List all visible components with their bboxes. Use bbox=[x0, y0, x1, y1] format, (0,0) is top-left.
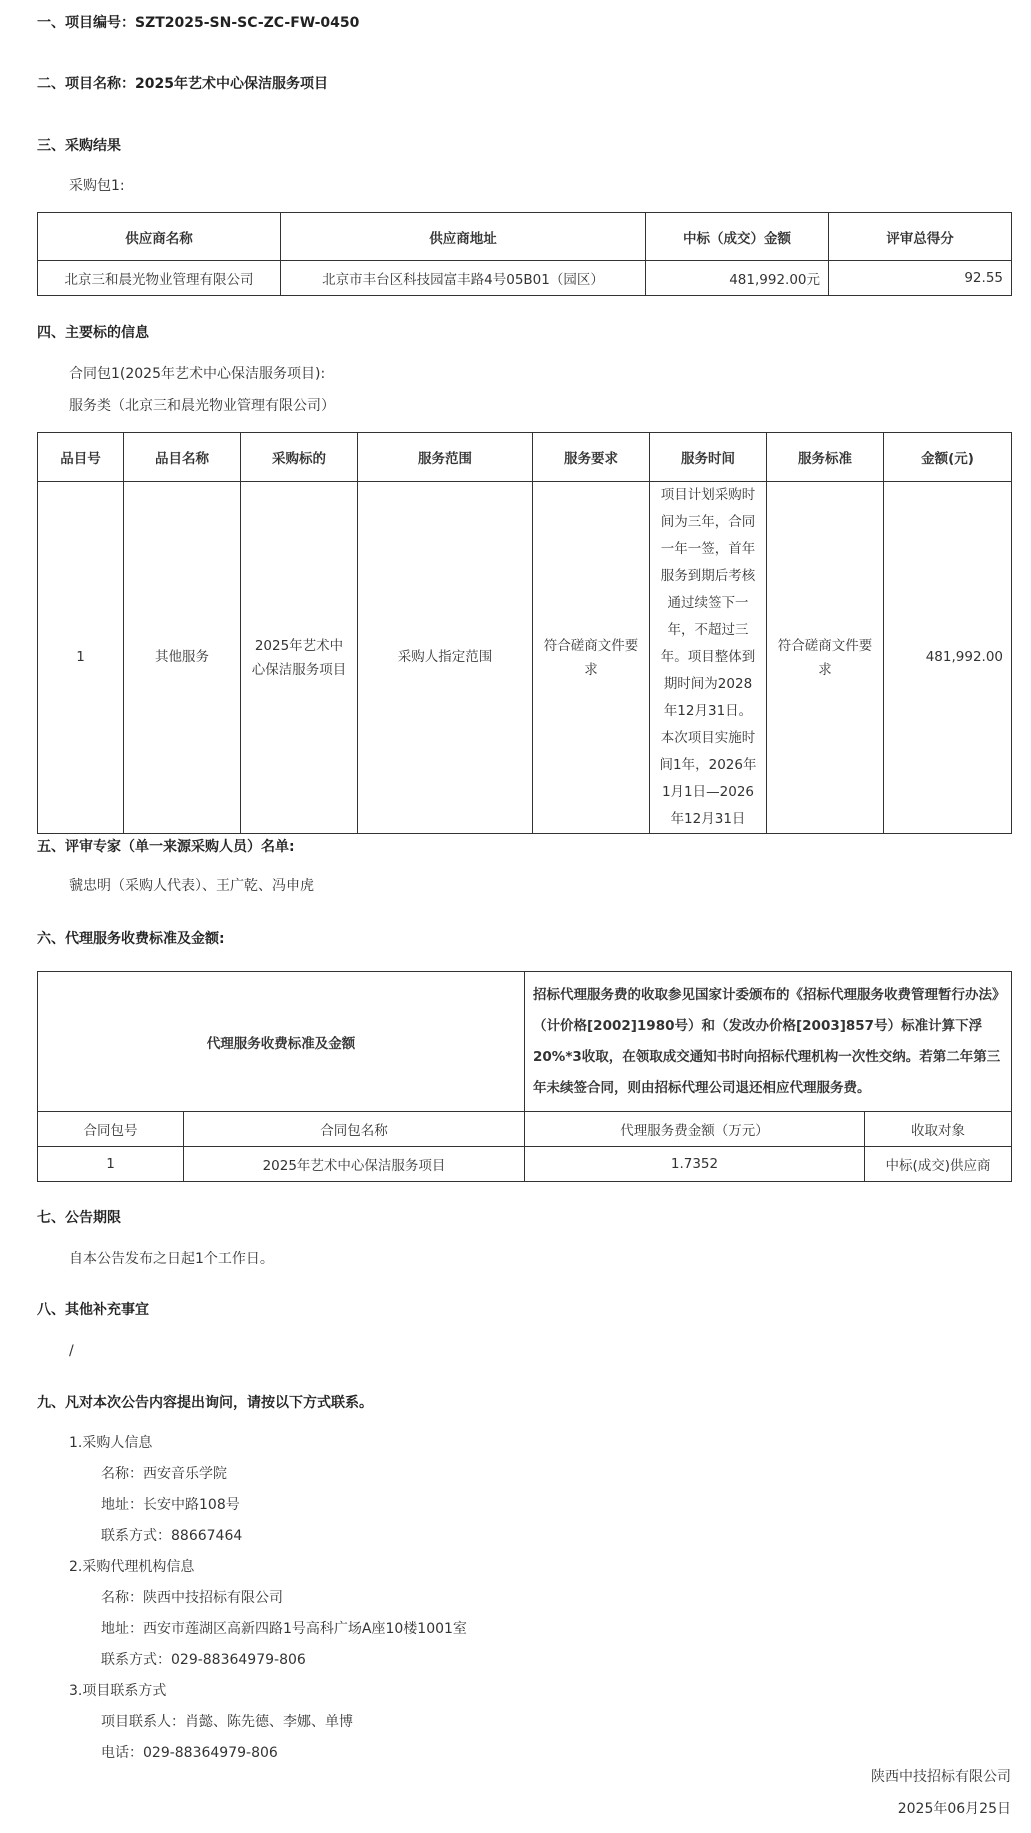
header-scope: 服务范围 bbox=[358, 433, 533, 482]
table-header-row bbox=[38, 433, 1012, 482]
procurement-package-label: 采购包1: bbox=[69, 178, 125, 194]
supplier-address: 北京市丰台区科技园富丰路4号05B01（园区） bbox=[281, 261, 646, 296]
notice-period-text: 自本公告发布之日起1个工作日。 bbox=[69, 1251, 274, 1267]
section-8-title: 八、其他补充事宜 bbox=[37, 1302, 149, 1318]
item-time: 项目计划采购时间为三年，合同一年一签，首年服务到期后考核通过续签下一年，不超过三年。项目整体到期时间为2028年12月31日。本次项目实施时间1年，2026年1月1日—2026年12月31日 bbox=[650, 482, 767, 834]
section-3-title: 三、采购结果 bbox=[37, 138, 121, 154]
header-subject: 采购标的 bbox=[241, 433, 358, 482]
item-name: 其他服务 bbox=[124, 482, 241, 834]
agency-contact: 联系方式：029-88364979-806 bbox=[101, 1652, 306, 1668]
footer-organization: 陕西中技招标有限公司 bbox=[871, 1769, 1011, 1785]
header-amount: 金额(元) bbox=[884, 433, 1012, 482]
header-payer: 收取对象 bbox=[865, 1112, 1012, 1147]
supplier-name: 北京三和晨光物业管理有限公司 bbox=[38, 261, 281, 296]
header-time: 服务时间 bbox=[650, 433, 767, 482]
item-standard: 符合磋商文件要求 bbox=[767, 482, 884, 834]
contract-name: 2025年艺术中心保洁服务项目 bbox=[184, 1147, 525, 1182]
buyer-name: 名称：西安音乐学院 bbox=[101, 1466, 227, 1482]
project-name-value: 2025年艺术中心保洁服务项目 bbox=[135, 76, 328, 92]
section-7-title: 七、公告期限 bbox=[37, 1210, 121, 1226]
agency-fee-standard-row bbox=[38, 972, 1012, 1112]
agency-info-title: 2.采购代理机构信息 bbox=[69, 1559, 195, 1575]
header-requirement: 服务要求 bbox=[533, 433, 650, 482]
agency-fee-note: 招标代理服务费的收取参见国家计委颁布的《招标代理服务收费管理暂行办法》（计价格[2002]1980号）和（发改办价格[2003]857号）标准计算下浮20%*3收取，在领取成交通知书时向招标代理机构一次性交纳。若第二年第三年未续签合同，则由招标代理公司退还相应代理服务费。 bbox=[525, 972, 1012, 1112]
total-score: 92.55 bbox=[829, 261, 1012, 296]
header-supplier-address: 供应商地址 bbox=[281, 213, 646, 261]
payer: 中标(成交)供应商 bbox=[865, 1147, 1012, 1182]
item-requirement: 符合磋商文件要求 bbox=[533, 482, 650, 834]
agency-name: 名称：陕西中技招标有限公司 bbox=[101, 1590, 283, 1606]
service-category-label: 服务类（北京三和晨光物业管理有限公司） bbox=[69, 398, 335, 414]
header-standard: 服务标准 bbox=[767, 433, 884, 482]
project-name-label: 二、项目名称： bbox=[37, 76, 135, 92]
header-contract-no: 合同包号 bbox=[38, 1112, 184, 1147]
fee-amount: 1.7352 bbox=[525, 1147, 865, 1182]
project-name-line bbox=[37, 74, 328, 94]
project-contact-people: 项目联系人：肖懿、陈先德、李娜、单博 bbox=[101, 1714, 353, 1730]
project-contact-title: 3.项目联系方式 bbox=[69, 1683, 167, 1699]
agency-fee-label: 代理服务收费标准及金额 bbox=[38, 972, 525, 1112]
buyer-address: 地址：长安中路108号 bbox=[101, 1497, 240, 1513]
agency-fee-table bbox=[37, 971, 1012, 1182]
project-number-value: SZT2025-SN-SC-ZC-FW-0450 bbox=[135, 15, 360, 31]
expert-names: 虢忠明（采购人代表）、王广乾、冯申虎 bbox=[69, 878, 314, 894]
header-fee-amount: 代理服务费金额（万元） bbox=[525, 1112, 865, 1147]
main-items-table bbox=[37, 432, 1012, 834]
section-9-title: 九、凡对本次公告内容提出询问，请按以下方式联系。 bbox=[37, 1395, 373, 1411]
header-item-name: 品目名称 bbox=[124, 433, 241, 482]
agency-address: 地址：西安市莲湖区高新四路1号高科广场A座10楼1001室 bbox=[101, 1621, 467, 1637]
header-item-no: 品目号 bbox=[38, 433, 124, 482]
item-amount: 481,992.00 bbox=[884, 482, 1012, 834]
award-amount: 481,992.00元 bbox=[646, 261, 829, 296]
table-row bbox=[38, 482, 1012, 834]
table-row bbox=[38, 1147, 1012, 1182]
section-4-title: 四、主要标的信息 bbox=[37, 325, 149, 341]
header-supplier-name: 供应商名称 bbox=[38, 213, 281, 261]
contract-package-label: 合同包1(2025年艺术中心保洁服务项目): bbox=[69, 366, 326, 382]
project-number-label: 一、项目编号： bbox=[37, 15, 135, 31]
buyer-contact: 联系方式：88667464 bbox=[101, 1528, 243, 1544]
header-award-amount: 中标（成交）金额 bbox=[646, 213, 829, 261]
buyer-info-title: 1.采购人信息 bbox=[69, 1435, 153, 1451]
table-row bbox=[38, 261, 1012, 296]
header-total-score: 评审总得分 bbox=[829, 213, 1012, 261]
section-5-title: 五、评审专家（单一来源采购人员）名单: bbox=[37, 839, 295, 855]
header-contract-name: 合同包名称 bbox=[184, 1112, 525, 1147]
item-no: 1 bbox=[38, 482, 124, 834]
item-subject: 2025年艺术中心保洁服务项目 bbox=[241, 482, 358, 834]
procurement-result-table bbox=[37, 212, 1012, 296]
table-header-row bbox=[38, 1112, 1012, 1147]
table-header-row bbox=[38, 213, 1012, 261]
contract-no: 1 bbox=[38, 1147, 184, 1182]
project-number-line bbox=[37, 13, 359, 33]
project-contact-phone: 电话：029-88364979-806 bbox=[101, 1745, 278, 1761]
supplementary-text: / bbox=[69, 1343, 74, 1359]
item-scope: 采购人指定范围 bbox=[358, 482, 533, 834]
section-6-title: 六、代理服务收费标准及金额: bbox=[37, 931, 225, 947]
footer-date: 2025年06月25日 bbox=[897, 1801, 1011, 1817]
